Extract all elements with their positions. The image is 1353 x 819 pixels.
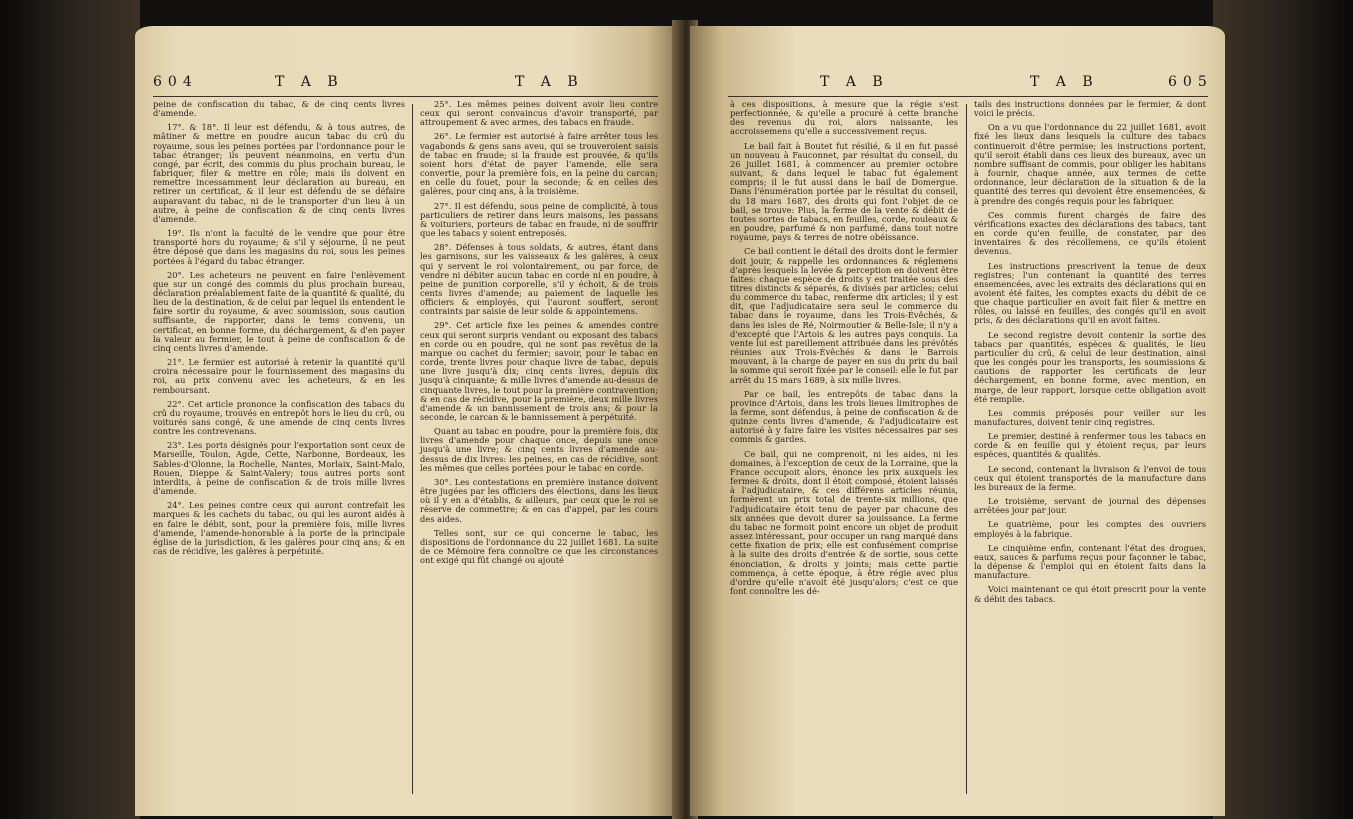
paragraph: 22°. Cet article prononce la confiscation des tabacs du crû du royaume, trouvés en entrepôt hors le lieu du crû, ou voiturés sans congé, & une amende de cinq cents livres contre les contrevenans. bbox=[153, 398, 405, 437]
book-edge-left bbox=[0, 0, 140, 819]
paragraph: Quant au tabac en poudre, pour la première fois, dix livres d'amende pour chaque once, depuis une once jusqu'à une livre; & cinq cents livres d'amende au-dessus de dix livres: les peines, en cas de récidive, sont les mêmes que celles portées pour le tabac en corde. bbox=[420, 426, 658, 473]
right-column-1 bbox=[730, 100, 958, 601]
paragraph: Le second, contenant la livraison & l'envoi de tous ceux qui étoient transportés de la manufacture dans les bureaux de la ferme. bbox=[974, 463, 1206, 492]
paragraph: Le troisième, servant de journal des dépenses arrêtées jour par jour. bbox=[974, 496, 1206, 516]
paragraph: Ce bail contient le détail des droits dont le fermier doit jouir, & rappelle les ordonnances & réglemens d'après lesquels la levée & perception en doivent être faites: chaque espèce de droits y est traitée sous des titres distincts & séparés, & divisés par articles; celui du commerce du tabac, renferme dix articles; il y est dit, que l'adjudicataire sera seul le commerce du tabac dans le royaume, dans les Trois-Évêchés, & dans les isles de Ré, Noirmoutier & Belle-Isle; il n'y a d'excepté que l'Artois & les autres pays conquis. La vente lui est pareillement attribuée dans les prévôtés réunies aux Trois-Évêchés & dans le Barrois mouvant, à la charge de payer en sus du prix du bail la somme qui seroit fixée par le conseil: elle le fut par arrêt du 15 mars 1689, à six mille livres. bbox=[730, 246, 958, 385]
paragraph: Le premier, destiné à renfermer tous les tabacs en corde & en feuille qui y étoient reçus, par leurs espèces, quantités & qualités. bbox=[974, 431, 1206, 460]
paragraph: tails des instructions données par le fermier, & dont voici le précis. bbox=[974, 99, 1206, 119]
paragraph: Par ce bail, les entrepôts de tabac dans la province d'Artois, dans les trois lieues limitrophes de la ferme, sont défendus, à peine de confiscation & de quinze cents livres d'amende, & l'adjudicataire est autorisé à y faire faire les visites nécessaires par ses commis & gardes. bbox=[730, 388, 958, 445]
column-rule-left bbox=[412, 104, 413, 794]
paragraph: 23°. Les ports désignés pour l'exportation sont ceux de Marseille, Toulon, Agde, Cette, Narbonne, Bordeaux, les Sables-d'Olonne, la Rochelle, Nantes, Morlaix, Saint-Malo, Rouen, Dieppe & Saint-Valery; tous autres ports sont interdits, à peine de confiscation & de trois mille livres d'amende. bbox=[153, 440, 405, 497]
paragraph: 27°. Il est défendu, sous peine de complicité, à tous particuliers de retirer dans leurs maisons, les passans & voituriers, porteurs de tabac en fraude, ni de souffrir que les tabacs y soient entreposés. bbox=[420, 200, 658, 239]
page-number-left: 604 bbox=[153, 74, 198, 90]
paragraph: 26°. Le fermier est autorisé à faire arrêter tous les vagabonds & gens sans aveu, qui se trouveroient saisis de tabac en fraude; si la fraude est prouvée, & qu'ils soient hors d'état de payer l'amende, elle sera convertie, pour la première fois, en la peine du carcan; en celle du fouet, pour la seconde; & en celles des galères, pour cinq ans, à la troisième. bbox=[420, 131, 658, 197]
paragraph: 21°. Le fermier est autorisé à retenir la quantité qu'il croira nécessaire pour le fournissement des magasins du roi, au prix convenu avec les acheteurs, & en les remboursant. bbox=[153, 357, 405, 395]
running-head-left-1: T A B bbox=[275, 74, 344, 90]
paragraph: 24°. Les peines contre ceux qui auront contrefait les marques & les cachets du tabac, ou qui les auront aidés à en faire le débit, sont, pour la première fois, mille livres d'amende, l'amende-honorable à la porte de la principale église de la jurisdiction, & les galères pour cinq ans; & en cas de récidive, les galères à perpétuité. bbox=[153, 500, 405, 557]
paragraph: Le quatrième, pour les comptes des ouvriers employés à la fabrique. bbox=[974, 519, 1206, 539]
paragraph: Ces commis furent chargés de faire des vérifications exactes des déclarations des tabacs, tant en corde qu'en feuille, de constater, par des inventaires & des récollemens, ce qu'ils étoient devenus. bbox=[974, 209, 1206, 257]
paragraph: 20°. Les acheteurs ne peuvent en faire l'enlèvement que sur un congé des commis du plus prochain bureau, déclaration préalablement faite de la quantité & qualité, du lieu de la destination, & de celui par lequel ils entendent le faire sortir du royaume, & avec soumission, sous caution suffisante, de rapporter, dans le tems convenu, un certificat, en bonne forme, du déchargement, & d'en payer la valeur au fermier, le tout à peine de confiscation & de cinq cents livres d'amende. bbox=[153, 269, 405, 353]
left-page bbox=[135, 26, 680, 816]
running-head-left-2: T A B bbox=[515, 74, 584, 90]
paragraph: 30°. Les contestations en première instance doivent être jugées par les officiers des élections, dans les lieux où il y en a d'établis, & ailleurs, par ceux que le roi se réserve de commettre; & en cas d'appel, par les cours des aides. bbox=[420, 476, 658, 524]
head-rule-right bbox=[728, 96, 1208, 97]
running-head-right-2: T A B bbox=[1030, 74, 1099, 90]
paragraph: Ce bail, qui ne comprenoit, ni les aides, ni les domaines, à l'exception de ceux de la Lorraine, que la France occupoit alors, énonce les prix auxquels les fermes & droits, dont il étoit composé, étoient laissés à l'adjudicataire, & ces différens articles réunis, formèrent un prix total de trente-six millions, que l'adjudicataire étoit tenu de payer par chacune des six années que devoit durer sa jouissance. La ferme du tabac ne formoit point encore un objet de produit assez intéressant, pour occuper un rang marqué dans cette fixation de prix; elle est confusément comprise à la suite des droits d'entrée & de sortie, sous cette énonciation, & droits y joints; mais cette partie commença, à cette époque, à être régie avec plus d'ordre qu'elle n'avoit été jusqu'alors; c'est ce que font connoître les dé- bbox=[730, 448, 958, 596]
running-head-right-1: T A B bbox=[820, 74, 889, 90]
paragraph: à ces dispositions, à mesure que la régie s'est perfectionnée, & qu'elle a procuré à cette branche des revenus du roi, alors naissante, les accroissemens qu'elle a successivement reçus. bbox=[730, 99, 958, 137]
paragraph: Le cinquième enfin, contenant l'état des drogues, eaux, sauces & parfums reçus pour façonner le tabac, la dépense & l'emploi qui en étoient faits dans la manufacture. bbox=[974, 542, 1206, 581]
head-rule-left bbox=[153, 96, 658, 97]
paragraph: Le second registre devoit contenir la sortie des tabacs par quantités, espèces & qualités, le lieu particulier du crû, & celui de leur destination, ainsi que les congés pour les transports, les soumissions & cautions de rapporter les certificats de leur déchargement, en bonne forme, avec mention, en marge, de leur rapport, lorsque cette obligation avoit été remplie. bbox=[974, 329, 1206, 404]
paragraph: 19°. Ils n'ont la faculté de le vendre que pour être transporté hors du royaume; & s'il y séjourne, il ne peut être déposé que dans les magasins du roi, sous les peines portées à l'égard du tabac étranger. bbox=[153, 228, 405, 266]
book-edge-right bbox=[1213, 0, 1353, 819]
right-page bbox=[690, 26, 1225, 816]
paragraph: Voici maintenant ce qui étoit prescrit pour la vente & débit des tabacs. bbox=[974, 584, 1206, 604]
paragraph: 28°. Défenses à tous soldats, & autres, étant dans les garnisons, sur les vaisseaux & les galères, à ceux qui y servent le roi volontairement, ou par force, de vendre ni débiter aucun tabac en corde ni en poudre, à peine de punition corporelle, s'il y échoit, & de trois cents livres d'amende; au paiement de laquelle les officiers & employés, qui l'auront souffert, seront contraints par saisie de leur solde & appointemens. bbox=[420, 242, 658, 317]
paragraph: 17°. & 18°. Il leur est défendu, & à tous autres, de mâtiner & mettre en poudre aucun tabac du crû du royaume, sous les peines portées par l'ordonnance pour le tabac étranger; ils peuvent néanmoins, en vertu d'un congé, par écrit, des commis du plus prochain bureau, le fabriquer, filer & mettre en rôle; mais ils doivent en remettre incessamment leur déclaration au bureau, en retirer un certificat, & il leur est défendu de se défaire auparavant du tabac, ni de le transporter d'un lieu à un autre, à peine de confiscation & de cinq cents livres d'amende. bbox=[153, 122, 405, 224]
paragraph: Les commis préposés pour veiller sur les manufactures, doivent tenir cinq registres. bbox=[974, 407, 1206, 427]
paragraph: 29°. Cet article fixe les peines & amendes contre ceux qui seront surpris vendant ou exposant des tabacs en corde ou en poudre, qui ne sont pas revêtus de la marque ou cachet du fermier; savoir, pour le tabac en corde, trente livres pour chaque livre de tabac, depuis une livre jusqu'à dix; cinq cents livres, depuis dix jusqu'à cinquante; & mille livres d'amende au-dessus de cinquante livres, le tout pour la première contravention; & en cas de récidive, pour la première, deux mille livres d'amende & un bannissement de trois ans; & pour la seconde, le carcan & le bannissement à perpétuité. bbox=[420, 320, 658, 422]
paragraph: peine de confiscation du tabac, & de cinq cents livres d'amende. bbox=[153, 99, 405, 119]
left-column-2 bbox=[420, 100, 658, 570]
right-column-2 bbox=[974, 100, 1206, 609]
column-rule-right bbox=[966, 104, 967, 794]
paragraph: On a vu que l'ordonnance du 22 juillet 1681, avoit fixé les lieux dans lesquels la culture des tabacs continueroit d'être permise; les instructions portent, qu'il seroit établi dans ces lieux des bureaux, avec un nombre suffisant de commis, pour obliger les habitans à fournir, chaque année, aux termes de cette ordonnance, leur déclaration de la situation & de la quantité des terres qui devoient être ensemencées, & à prendre des congés requis pour les fabriquer. bbox=[974, 122, 1206, 206]
paragraph: 25°. Les mêmes peines doivent avoir lieu contre ceux qui seront convaincus d'avoir transporté, par attroupement & avec armes, des tabacs en fraude. bbox=[420, 99, 658, 128]
paragraph: Telles sont, sur ce qui concerne le tabac, les dispositions de l'ordonnance du 22 juillet 1681. La suite de ce Mémoire fera connoître ce que les circonstances ont exigé qui fût changé ou ajouté bbox=[420, 527, 658, 566]
paragraph: Le bail fait à Boutet fut résilié, & il en fut passé un nouveau à Fauconnet, par résultat du conseil, du 26 juillet 1681, à commencer au premier octobre suivant, & dans lequel le tabac fut également compris; il le fut aussi dans le bail de Domergue. Dans l'énumération portée par le résultat du conseil, du 18 mars 1687, des droits qui font l'objet de ce bail, se trouve: Plus, la ferme de la vente & débit de toutes sortes de tabacs, en feuilles, corde, rouleaux & en poudre, parfumé & non parfumé, dans tout notre royaume, pays & terres de notre obéissance. bbox=[730, 140, 958, 243]
page-number-right: 605 bbox=[1168, 74, 1213, 90]
left-column-1 bbox=[153, 100, 405, 561]
paragraph: Les instructions prescrivent la tenue de deux registres; l'un contenant la quantité des terres ensemencées, avec les extraits des déclarations qui en avoient été faites, les comptes exacts du débit de ce que chaque particulier en avoit fait filer & mettre en rôles, ou laissé en feuilles, des congés qu'il en avoit pris, & des déclarations qu'il en avoit faites. bbox=[974, 260, 1206, 326]
